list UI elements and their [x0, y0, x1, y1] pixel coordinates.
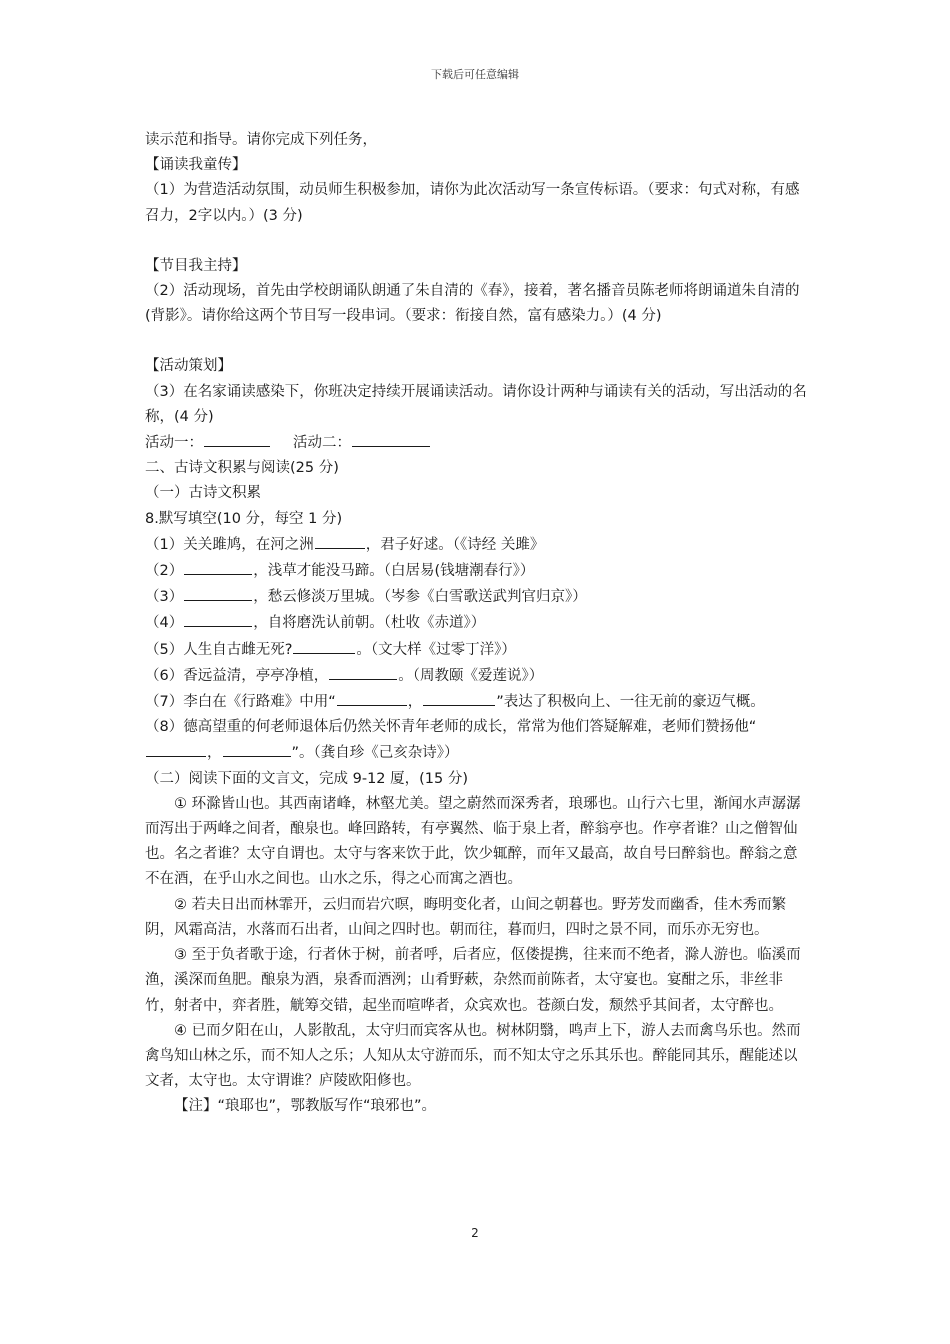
- answer-blank[interactable]: [146, 740, 206, 757]
- answer-blank[interactable]: [184, 558, 252, 575]
- fill-item: （4） ，自将磨洗认前朝。（杜收《赤道》）: [145, 610, 810, 636]
- answer-blank[interactable]: [329, 663, 397, 680]
- fill-item: （6）香远益清，亭亭净植， 。（周教颐《爱莲说》）: [145, 663, 810, 689]
- page-number: 2: [471, 1226, 479, 1240]
- fill-item: （8）德高望重的何老师退体后仍然关怀青年老师的成长，常常为他们答疑解难，老师们赞扬他“， ”。（龚自珍《己亥杂诗》）: [145, 719, 757, 762]
- answer-blank[interactable]: [315, 532, 365, 549]
- passage-paragraph-4: ④ 已而夕阳在山，人影散乱，太守归而宾客从也。树林阴翳，鸣声上下，游人去而禽鸟乐也。然而禽鸟知山林之乐，而不知人之乐；人知从太守游而乐，而不知太守之乐其乐也。醉能同其乐，醒能述以文者，太守也。太守谓谁？庐陵欧阳修也。: [145, 1022, 801, 1090]
- section-heading: 【诵读我童传】: [145, 157, 247, 174]
- section-heading: 【活动策划】: [145, 358, 232, 375]
- activity-1-label: 活动一：: [145, 435, 203, 452]
- subsection-heading: （一）古诗文积累: [145, 485, 261, 502]
- answer-blank[interactable]: [223, 740, 291, 757]
- subsection-heading: （二）阅读下面的文言文，完成 9-12 厦，(15 分): [145, 770, 468, 787]
- question-2: （2）活动现场，首先由学校朗诵队朗通了朱自清的《春》，接着，著名播音员陈老师将朗诵道朱自清的(背影》。请你给这两个节目写一段串词。（要求：衔接自然，富有感染力。）(4 分): [145, 283, 800, 325]
- fill-item: （3） ，愁云修淡万里城。（岑参《白雪歌送武判官归京》）: [145, 584, 810, 610]
- answer-blank[interactable]: [337, 689, 407, 706]
- question-8-heading: 8.默写填空(10 分，每空 1 分): [145, 510, 343, 527]
- answer-blank[interactable]: [184, 610, 252, 627]
- question-3: （3）在名家诵读感染下，你班决定持续开展诵读活动。请你设计两种与诵读有关的活动，写出活动的名称，(4 分): [145, 383, 807, 425]
- answer-blank[interactable]: [423, 689, 495, 706]
- answer-blank[interactable]: [293, 637, 355, 654]
- activity-2-label: 活动二：: [293, 435, 351, 452]
- answer-blank[interactable]: [184, 584, 252, 601]
- passage-paragraph-1: ① 环滁皆山也。其西南诸峰，林壑尤美。望之蔚然而深秀者，琅琊也。山行六七里，渐闻水声潺潺而泻出于两峰之间者，酿泉也。峰回路转，有亭翼然、临于泉上者，醉翁亭也。作亭者谁？山之僧智仙也。名之者谁？太守自谓也。太守与客来饮于此，饮少辄醉，而年又最高，故自号曰醉翁也。醉翁之意不在酒，在乎山水之间也。山水之乐，得之心而寓之酒也。: [145, 795, 801, 888]
- question-1: （1）为营造活动氛围，动员师生积极参加，请你为此次活动写一条宣传标语。（要求：句式对称，有感召力，2字以内。）(3 分): [145, 182, 800, 224]
- passage-paragraph-2: ② 若夫日出而林霏开，云归而岩穴暝，晦明变化者，山间之朝暮也。野芳发而幽香，佳木秀而繁阴，风霜高洁，水落而石出者，山间之四时也。朝而往，暮而归，四时之景不同，而乐亦无穷也。: [145, 896, 787, 938]
- text-line: 读示范和指导。请你完成下列任务，: [145, 132, 377, 148]
- activity-line: [145, 430, 810, 456]
- fill-item: （2） ，浅草才能没马蹄。（白居易(钱塘潮春行》）: [145, 558, 810, 584]
- fill-item: （7）李白在《行路难》中用“ ， ”表达了积极向上、一往无前的豪迈气概。: [145, 689, 810, 715]
- section-heading: 二、古诗文积累与阅读(25 分): [145, 460, 339, 477]
- page-header: 下载后可任意编辑: [431, 68, 519, 81]
- fill-item: （1）关关雎鸠，在河之洲 ，君子好逑。（《诗经 关雎》: [145, 532, 810, 558]
- answer-blank[interactable]: [204, 430, 270, 447]
- passage-paragraph-3: ③ 至于负者歌于途，行者休于树，前者呼，后者应，伛偻提携，往来而不绝者，滁人游也。临溪而渔，溪深而鱼肥。酿泉为酒，泉香而酒洌；山肴野蔌，杂然而前陈者，太守宴也。宴酣之乐，非丝非竹，射者中，弈者胜，觥筹交错，起坐而喧哗者，众宾欢也。苍颜白发，颓然乎其间者，太守醉也。: [145, 947, 801, 1014]
- fill-item: （5）人生自古雌无死? 。（文大样《过零丁洋》）: [145, 637, 810, 663]
- section-heading: 【节目我主持】: [145, 257, 247, 274]
- passage-note: 【注】“琅耶也”，鄂教版写作“琅邪也”。: [174, 1098, 437, 1115]
- answer-blank[interactable]: [352, 430, 430, 447]
- document-body: [145, 128, 810, 1120]
